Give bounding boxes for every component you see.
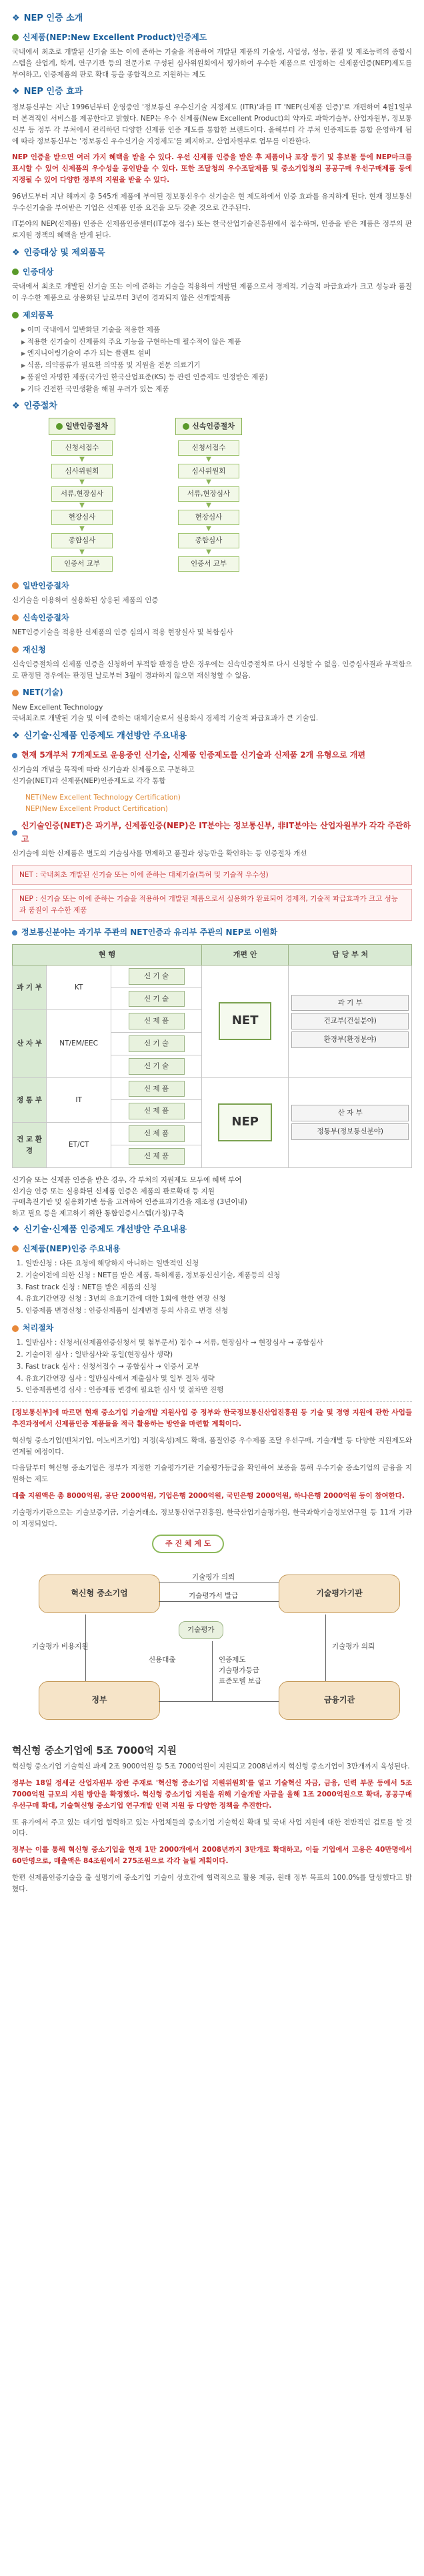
paragraph: 한편 신제품인증기술을 출 설명기에 중소기업 기술이 상호간에 협력적으로 활용 제공, 원래 정부 목표의 100.0%를 달성했다고 밝혔다. bbox=[12, 1873, 412, 1893]
arrow-down-icon: ▼ bbox=[206, 525, 211, 533]
net-cell: NET bbox=[201, 965, 289, 1077]
table-header: 담 당 부 처 bbox=[289, 945, 412, 966]
subsection-title: 신제품(NEP)인증 주요내용 bbox=[12, 1243, 412, 1255]
paragraph: NET인증기술을 적용한 신제품의 인증 심의시 적용 현장실사 및 복합심사 bbox=[12, 628, 233, 636]
list-item: 5. 인증제품 변경신청 : 인증신제품이 설계변경 등의 사유로 변경 신청 bbox=[25, 1305, 412, 1317]
subsection-title: 처리절차 bbox=[12, 1322, 412, 1335]
box-bank: 금융기관 bbox=[279, 1681, 400, 1719]
legend: NET(New Excellent Technology Certification) NEP(New Excellent Product Certification) bbox=[25, 793, 181, 813]
section-title-scope: ❖ 인증대상 및 제외품목 bbox=[12, 247, 412, 261]
flow-step: 심사위원회 bbox=[51, 464, 113, 479]
table-cell: KT bbox=[47, 965, 111, 1010]
subsection-title: 제외품목 bbox=[12, 309, 412, 322]
paragraph-highlight: 대출 지원액은 총 8000억원, 공단 2000억원, 기업은행 2000억원, 국민은행 2000억원, 하나은행 2000억원 등이 참여한다. bbox=[12, 1491, 405, 1500]
flow-general bbox=[32, 418, 132, 571]
excluded-list bbox=[21, 324, 412, 395]
list-item: ▶ 기타 건전한 국민생활을 해칠 우려가 있는 제품 bbox=[21, 384, 412, 395]
section-title-procedure: ❖ 인증절차 bbox=[12, 400, 412, 414]
row-label: 정 통 부 bbox=[13, 1077, 47, 1123]
paragraph-highlight: NEP 인증을 받으면 여러 가지 혜택을 받을 수 있다. 우선 신제품 인증을 받은 후 제품이나 포장 등기 및 홍보물 등에 NEP마크를 표시할 수 있어 신제품의 우수성을 공인받을 수 있다. 또한 조달청의 우수조달제품 및 중소기업청의 공공구매 우선구매제품 등에 지정될 수 있어 다양한 정부의 지원을 받을 수 있다. bbox=[12, 153, 412, 184]
subsection-title: 신속인증절차 bbox=[12, 612, 412, 624]
table-cell: IT bbox=[47, 1077, 111, 1123]
arrow-down-icon: ▼ bbox=[79, 502, 85, 510]
subsection-title: 일반인증절차 bbox=[12, 580, 412, 592]
bullet-icon: ❖ bbox=[12, 401, 20, 412]
system-diagram bbox=[12, 1535, 412, 1734]
diagram-label: 기술평가 비용지원 bbox=[32, 1642, 89, 1651]
numbered-list bbox=[25, 1337, 412, 1396]
table-cell: 신 기 술 bbox=[111, 1033, 202, 1055]
paragraph: 또 유가에서 주고 있는 대기업 협력하고 있는 사업체들의 중소기업 기술혁신 확대 및 국내 사업 지원에 대한 전반적인 검토를 할 것이다. bbox=[12, 1818, 412, 1838]
diagram-title: 주 진 체 계 도 bbox=[152, 1535, 224, 1553]
paragraph: 신기술에 의한 신제품은 별도의 기술심사를 면제하고 품질과 성능만을 확인하는 등 인증절차 개선 bbox=[12, 849, 307, 858]
section-title-intro: ❖ NEP 인증 소개 bbox=[12, 12, 412, 26]
green-dot-icon bbox=[56, 423, 63, 430]
bullet-icon: ❖ bbox=[12, 13, 20, 23]
paragraph: 96년도부터 지난 해까지 총 545개 제품에 부여된 정보통신우수 신기술은 현 제도하에서 인증 효과를 유지하게 된다. 현재 정보통신 우수신기술을 부여받은 기업은 신제품 인증 요건을 모두 갖춘 것으로 간주된다. bbox=[12, 192, 412, 212]
blue-dot-icon bbox=[12, 753, 17, 758]
dept-cell: 과 기 부 건교부(건설분야) 환경부(환경분야) bbox=[289, 965, 412, 1077]
list-item: ▶ 품질인 자명한 제품(국가인 한국산업표준(KS) 등 관련 인증제도 인정받은 제품) bbox=[21, 372, 412, 383]
bullet-icon: ❖ bbox=[12, 247, 20, 258]
green-dot-icon bbox=[183, 423, 189, 430]
orange-dot-icon bbox=[12, 646, 19, 653]
box-innovative-sme: 혁신형 중소기업 bbox=[39, 1575, 160, 1612]
arrow-down-icon: ▼ bbox=[79, 478, 85, 486]
list-item: ▶ 엔지니어링기술이 주가 되는 플랜트 설비 bbox=[21, 348, 412, 359]
arrow-down-icon: ▼ bbox=[206, 502, 211, 510]
flow-step: 종합심사 bbox=[178, 533, 239, 548]
table-cell: 신 제 품 bbox=[111, 1100, 202, 1123]
flow-head: 일반인증절차 bbox=[49, 418, 115, 435]
list-item: 4. 유효기간연장 심사 : 일반심사에서 제출심사 및 일부 절차 생략 bbox=[25, 1373, 412, 1385]
list-item: ▶ 적용한 신기술이 신제품의 주요 기능을 구현하는데 필수적이 않은 제품 bbox=[21, 336, 412, 348]
bullet-icon: ❖ bbox=[12, 1225, 20, 1235]
section-title-details: ❖ 신기술·신제품 인증제도 개선방안 주요내용 bbox=[12, 1223, 412, 1237]
table-cell: 신 기 술 bbox=[111, 965, 202, 987]
table-cell: 신 제 품 bbox=[111, 1145, 202, 1168]
flow-step: 종합심사 bbox=[51, 533, 113, 548]
paragraph-highlight: 정부는 이를 통해 혁신형 중소기업을 현재 1만 2000개에서 2008년까지 3만개로 확대하고, 이들 기업에서 고용은 40만명에서 60만명으로, 매출액은 84조원에서 275조원으로 각각 늘릴 계획이다. bbox=[12, 1846, 412, 1865]
list-item: 2. 기술이전에 의한 신청 : NET를 받은 제품, 특허제품, 정보통신신기술, 제품등의 신청 bbox=[25, 1270, 412, 1281]
flow-step: 서류,현장심사 bbox=[51, 486, 113, 502]
orange-dot-icon bbox=[12, 1245, 19, 1252]
paragraph: 다음달부터 혁신형 중소기업은 정부가 지정한 기술평가기관 기술평가등급을 확인하여 보증을 통해 우수기술 중소기업의 금융을 지원하는 제도 bbox=[12, 1464, 412, 1484]
flow-step: 인증서 교부 bbox=[51, 556, 113, 572]
green-dot-icon bbox=[12, 269, 19, 275]
diagram-label: 인증제도 bbox=[219, 1656, 246, 1664]
list-item: 3. Fast track 심사 : 신청서접수 → 종합심사 → 인증서 교부 bbox=[25, 1361, 412, 1373]
connector bbox=[159, 1701, 279, 1702]
orange-dot-icon bbox=[12, 1325, 19, 1332]
blue-dot-icon bbox=[12, 830, 17, 836]
section-title-effect: ❖ NEP 인증 효과 bbox=[12, 85, 412, 99]
flow-step: 심사위원회 bbox=[178, 464, 239, 479]
list-item: 1. 일반신청 : 다른 요청에 해당하지 아니하는 일반적인 신청 bbox=[25, 1258, 412, 1269]
paragraph: 신속인증절차의 신제품 인증을 신청하여 부적합 판정을 받은 경우에는 신속인증절차로 다시 신청할 수 없음. 인증심사결과 부적합으로 판정된 경우에는 판정된 날로부터 3월이 경과하지 않으면 재신청할 수 없음. bbox=[12, 660, 412, 680]
paragraph: 신기술의 개념을 목적에 따라 신기술과 신제품으로 구분하고 신기술(NET)과 신제품(NEP)인증제도로 각각 통합 bbox=[12, 766, 195, 785]
list-item: ▶ 식품, 의약품류가 필요한 의약품 및 지원을 전문 의료기기 bbox=[21, 360, 412, 371]
list-item: 4. 유효기간연장 신청 : 3년의 유효기간에 대한 1회에 한한 연장 신청 bbox=[25, 1293, 412, 1305]
subsection-title: 정보통신분야는 과기부 주관의 NET인증과 유리부 주관의 NEP로 이원화 bbox=[12, 926, 412, 939]
paragraph: New Excellent Technology 국내최초로 개발된 기술 및 이에 준하는 대체기술로서 실용화시 경제적 기술적 파급효과가 큰 기술임. bbox=[12, 703, 319, 723]
diagram-label: 표준모델 보급 bbox=[219, 1677, 262, 1686]
orange-dot-icon bbox=[12, 614, 19, 621]
paragraph-highlight: 정부는 18일 정세균 산업자원부 장관 주재로 '혁신형 중소기업 지원위원회'를 열고 기술혁신 자금, 금융, 인력 부문 등에서 5조 7000억원 규모의 지원 방안을 확정했다. 혁신형 중소기업 지원을 위해 기술개발 자금을 올해 1조 2000억원으로 확대, 공공구매 우선구매 확대, 기술혁신형 중소기업 연구개발 인력 지원 등 다양한 정책을 추진한다. bbox=[12, 1779, 412, 1810]
row-label: 산 자 부 bbox=[13, 1010, 47, 1077]
paragraph: 기술평가기관으로는 기술보증기금, 기술거래소, 정보통신연구진흥원, 한국산업기술평가원, 한국과학기술정보연구원 등 11개 기관이 지정되었다. bbox=[12, 1508, 412, 1528]
diagram-label: 신용대출 bbox=[149, 1656, 176, 1664]
orange-dot-icon bbox=[12, 690, 19, 696]
table-cell: 신 기 술 bbox=[111, 1055, 202, 1077]
dept-cell: 산 자 부 정통부(정보통신분야) bbox=[289, 1077, 412, 1167]
diagram-label: 기술평가 의뢰 bbox=[332, 1642, 375, 1651]
subsection-title: 현재 5개부처 7개제도로 운용중인 신기술, 신제품 인증제도를 신기술과 신제품 2개 유형으로 개편 bbox=[12, 749, 412, 762]
box-evaluation: 기술평가 bbox=[179, 1621, 223, 1639]
callout-nep: NEP : 신기술 또는 이에 준하는 기술을 적용하여 개발된 제품으로서 실용화가 완료되어 경제적, 기술적 파급효과가 크고 성능과 품질이 우수한 제품 bbox=[12, 889, 412, 921]
subsection-title: NET(기술) bbox=[12, 686, 412, 699]
list-item: ▶ 이미 국내에서 일반화된 기술을 적용한 제품 bbox=[21, 324, 412, 336]
section-title-reform: ❖ 신기술·신제품 인증제도 개선방안 주요내용 bbox=[12, 730, 412, 744]
table-header: 현 행 bbox=[13, 945, 202, 966]
flow-step: 인증서 교부 bbox=[178, 556, 239, 572]
paragraph: 혁신형 중소기업 기술혁신 과제 2조 9000억원 등 5조 7000억원이 지원되고 2008년까지 혁신형 중소기업이 3만개까지 육성된다. bbox=[12, 1762, 410, 1771]
diagram-label: 기술평가등급 bbox=[219, 1666, 259, 1675]
flow-step: 서류,현장심사 bbox=[178, 486, 239, 502]
diagram-label: 기술평가서 발급 bbox=[189, 1592, 239, 1601]
subsection-title: 인증대상 bbox=[12, 266, 412, 279]
paragraph: IT분야의 NEP(신제품) 인증은 신제품인증센터(IT분야 접수) 또는 한국산업기술진흥원에서 접수하며, 인증을 받은 제품은 정부의 판로지원 정책의 혜택을 받게 된다. bbox=[12, 220, 412, 240]
arrow-down-icon: ▼ bbox=[79, 548, 85, 556]
divider bbox=[12, 1401, 412, 1402]
paragraph: 정보통신부는 지난 1996년부터 운영중인 '정보통신 우수신기술 지정제도 (ITR)'과를 IT 'NEP(신제품 인증)'로 개편하여 4월1일부터 본격적인 서비스를 제공한다고 밝혔다. NEP는 우수 신제품(New Excellent Product)의 약자로 과학기술부, 산업자원부, 정보통신부 등 정부 각 부처에서 관리하던 다양한 신제품 인증 제도를 통합한 브랜드이다. 올해부터 각 부처 인증제도를 통합 운영하게 됨에 따라 정보통신부는 '정보통신 우수신기술 지정제도'를 폐지하고, 산업자원부로 업무를 이관한다. bbox=[12, 103, 412, 145]
callout-net: NET : 국내최초 개발된 신기술 또는 이에 준하는 대체기술(특허 및 기술적 우수성) bbox=[12, 865, 412, 886]
arrow-down-icon: ▼ bbox=[79, 525, 85, 533]
table-cell: 신 제 품 bbox=[111, 1077, 202, 1100]
list-item: 5. 인증제품변경 심사 : 인증제품 변경에 필요한 심사 및 절차만 진행 bbox=[25, 1385, 412, 1396]
flow-step: 현장심사 bbox=[51, 510, 113, 525]
numbered-list bbox=[25, 1258, 412, 1317]
subsection-title: 신제품(NEP:New Excellent Product)인증제도 bbox=[12, 31, 412, 44]
table-cell: ET/CT bbox=[47, 1123, 111, 1168]
table-cell: 신 기 술 bbox=[111, 987, 202, 1010]
nep-cell: NEP bbox=[201, 1077, 289, 1167]
diagram-label: 기술평가 의뢰 bbox=[192, 1573, 235, 1582]
flow-head: 신속인증절차 bbox=[175, 418, 242, 435]
subsection-title: 재신청 bbox=[12, 644, 412, 656]
notes: 신기술 또는 신제품 인증을 받은 경우, 각 부처의 지원제도 모두에 혜택 부여 신기술 인증 또는 실용화된 신제품 인증은 제품의 판로확대 등 지원 구매촉진기반 및 실용화기반 등을 고려하여 인증표과기간을 재조정 (3년이내) 하고 필요 등을 제고하기 위한 통합인증시스템(가칭)구축 bbox=[12, 1175, 247, 1218]
arrow-down-icon: ▼ bbox=[206, 478, 211, 486]
blue-dot-icon bbox=[12, 930, 17, 936]
reform-table bbox=[12, 944, 412, 1168]
paragraph: 신기술을 이용하여 실용화된 상응된 제품의 인증 bbox=[12, 596, 159, 604]
arrow-down-icon: ▼ bbox=[206, 455, 211, 463]
paragraph: 국내에서 최초로 개발된 신기술 또는 이에 준하는 기술을 적용하여 개발된 제품의 기술성, 사업성, 성능, 품질 및 제조능력의 종합시스템을 산업계, 학계, 연구기관 등의 전문가로 구성된 심사위원회에서 평가하여 우수한 제품으로 인정하는 신제품인증(NEP)제도를 부여하고, 인증제품의 판로 확대 등을 종합적으로 지원하는 제도 bbox=[12, 47, 412, 79]
bullet-icon: ❖ bbox=[12, 87, 20, 97]
row-label: 과 기 부 bbox=[13, 965, 47, 1010]
arrow-down-icon: ▼ bbox=[79, 455, 85, 463]
list-item: 1. 일반심사 : 신청서(신제품인증신청서 및 첨부문서) 접수 → 서류, 현장심사 → 현장심사 → 종합심사 bbox=[25, 1337, 412, 1349]
box-evaluator: 기술평가기관 bbox=[279, 1575, 400, 1612]
connector bbox=[212, 1641, 213, 1701]
procedure-flows bbox=[32, 418, 412, 571]
flow-fast bbox=[159, 418, 259, 571]
paragraph: 국내에서 최초로 개발된 신기술 또는 이에 준하는 기술을 적용하여 개발된 제품으로서 경제적, 기술적 파급효과가 크고 성능과 품질이 우수한 제품으로 상용화된 날로부터 3년이 경과되지 않은 신개발제품 bbox=[12, 282, 412, 302]
table-cell: NT/EM/EEC bbox=[47, 1010, 111, 1077]
table-cell: 신 제 품 bbox=[111, 1010, 202, 1033]
green-dot-icon bbox=[12, 312, 19, 319]
flow-step: 현장심사 bbox=[178, 510, 239, 525]
green-dot-icon bbox=[12, 34, 19, 41]
section-title-finale: 혁신형 중소기업에 5조 7000억 지원 bbox=[12, 1744, 177, 1757]
connector bbox=[325, 1614, 326, 1681]
paragraph: 혁신형 중소기업(벤처기업, 이노비즈기업) 지정(육성)제도 확대, 품질인증 우수제품 조달 우선구매, 기술개발 등 다양한 지원제도와 연계될 예정이다. bbox=[12, 1436, 412, 1456]
subsection-title: 신기술인증(NET)은 과기부, 신제품인증(NEP)은 IT분야는 정보통신부, 非IT분야는 산업자원부가 각각 주관하고 bbox=[12, 820, 412, 845]
bullet-icon: ❖ bbox=[12, 731, 20, 742]
list-item: 3. Fast track 신청 : NET를 받은 제품의 신청 bbox=[25, 1282, 412, 1293]
table-header: 개편 안 bbox=[201, 945, 289, 966]
orange-dot-icon bbox=[12, 582, 19, 589]
table-cell: 신 제 품 bbox=[111, 1123, 202, 1145]
list-item: 2. 기술이전 심사 : 일반심사와 동일(현장심사 생략) bbox=[25, 1349, 412, 1361]
row-label: 건 교 환 경 bbox=[13, 1123, 47, 1168]
paragraph-highlight: [정보통신부]에 따르면 현재 중소기업 기술개발 지원사업 중 정부와 한국정보통신산업진흥원 등 기술 및 경영 지원에 관한 사업들 추진과정에서 신제품인증 제품들을 적극 활용하는 방안을 마련할 계획이다. bbox=[12, 1409, 412, 1428]
flow-step: 신청서접수 bbox=[51, 440, 113, 456]
arrow-down-icon: ▼ bbox=[206, 548, 211, 556]
box-government: 정부 bbox=[39, 1681, 160, 1719]
flow-step: 신청서접수 bbox=[178, 440, 239, 456]
